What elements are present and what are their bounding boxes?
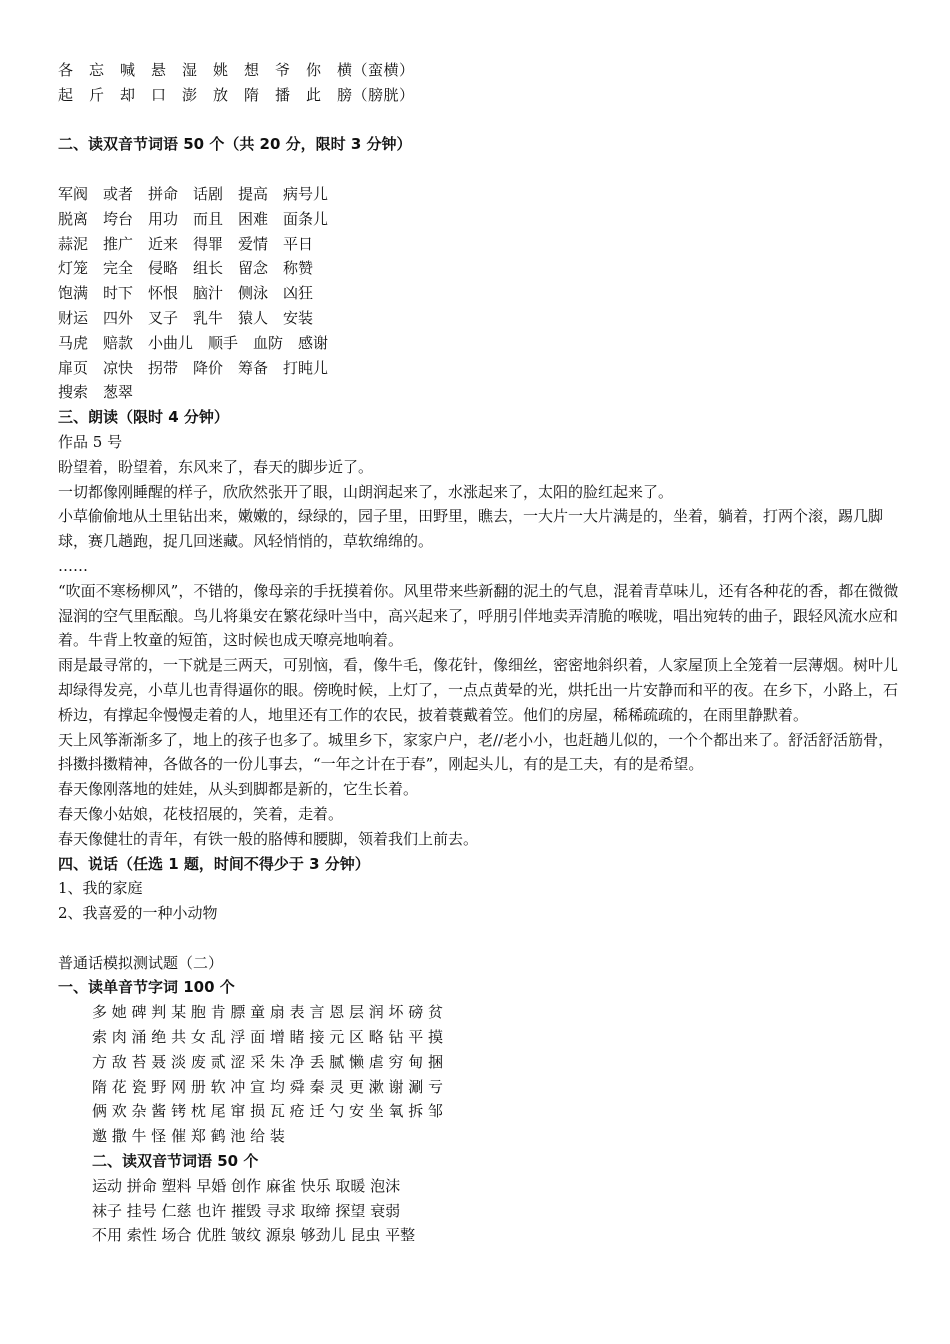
test-title: 普通话模拟测试题（二） bbox=[58, 953, 224, 972]
char-row: 起 斤 却 口 澎 放 隋 播 此 膀（膀胱） bbox=[58, 85, 415, 104]
word-row: 饱满 时下 怀恨 脑汁 侧泳 凶狂 bbox=[58, 284, 314, 303]
char-row: 各 忘 喊 悬 湿 姚 想 爷 你 横（蛮横） bbox=[58, 61, 415, 79]
char-row: 多 她 碑 判 某 胞 肯 膘 童 扇 表 言 恩 层 润 坏 磅 贫 bbox=[92, 1003, 444, 1022]
char-row: 索 肉 涌 绝 共 女 乱 浮 面 增 睹 接 元 区 略 钻 平 摸 bbox=[92, 1028, 444, 1047]
word-row: 蒜泥 推广 近来 得罪 爱情 平日 bbox=[58, 234, 314, 253]
reading-paragraph: 春天像小姑娘，花枝招展的，笑着，走着。 bbox=[58, 804, 344, 823]
reading-paragraph: “吹面不寒杨柳风”，不错的，像母亲的手抚摸着你。风里带来些新翻的泥土的气息，混着青草味儿，还有各种花的香，都在微微湿润的空气里酝酿。鸟儿将巢安在繁花绿叶当中，高兴起来了，呼朋引伴地卖弄清脆的喉咙，唱出宛转的曲子，跟轻风流水应和着。牛背上牧童的短笛，这时候也成天嘹亮地响着。 bbox=[58, 581, 899, 650]
word-row: 不用 索性 场合 优胜 皱纹 源泉 够劲儿 昆虫 平整 bbox=[92, 1226, 416, 1245]
spacer bbox=[58, 157, 908, 182]
word-row: 运动 拼命 塑料 早婚 创作 麻雀 快乐 取暖 泡沫 bbox=[92, 1176, 401, 1195]
reading-paragraph: 雨是最寻常的，一下就是三两天，可别恼，看，像牛毛，像花针，像细丝，密密地斜织着，人家屋顶上全笼着一层薄烟。树叶儿却绿得发亮，小草儿也青得逼你的眼。傍晚时候，上灯了，一点点黄晕的光，烘托出一片安静而和平的夜。在乡下，小路上，石桥边，有撑起伞慢慢走着的人，地里还有工作的农民，披着蓑戴着笠。他们的房屋，稀稀疏疏的，在雨里静默着。 bbox=[58, 656, 899, 724]
char-row: 邀 撒 牛 怪 催 郑 鹤 池 给 装 bbox=[92, 1127, 285, 1146]
char-row: 方 敌 苔 聂 淡 废 贰 涩 采 朱 净 丢 腻 懒 虐 穷 甸 捆 bbox=[92, 1052, 444, 1071]
section-heading-single-chars: 一、读单音节字词 100 个 bbox=[58, 978, 235, 997]
word-row: 军阀 或者 拼命 话剧 提高 病号儿 bbox=[58, 184, 329, 203]
reading-paragraph: 盼望着，盼望着，东风来了，春天的脚步近了。 bbox=[58, 457, 374, 476]
word-row: 马虎 赔款 小曲儿 顺手 血防 感谢 bbox=[58, 333, 329, 352]
section-heading-speaking: 四、说话（任选 1 题，时间不得少于 3 分钟） bbox=[58, 854, 370, 873]
word-row: 脱离 垮台 用功 而且 困难 面条儿 bbox=[58, 209, 329, 228]
section-heading-reading: 三、朗读（限时 4 分钟） bbox=[58, 408, 229, 427]
word-row: 扉页 凉快 拐带 降价 筹备 打盹儿 bbox=[58, 358, 329, 377]
spacer bbox=[58, 926, 908, 951]
char-row: 俩 欢 杂 酱 铐 枕 尾 窜 损 瓦 疮 迁 勺 安 坐 氧 拆 邹 bbox=[92, 1102, 444, 1121]
reading-paragraph: 春天像刚落地的娃娃，从头到脚都是新的，它生长着。 bbox=[58, 780, 419, 799]
reading-paragraph: 一切都像刚睡醒的样子，欣欣然张开了眼，山朗润起来了，水涨起来了，太阳的脸红起来了。 bbox=[58, 482, 674, 501]
reading-paragraph: 天上风筝渐渐多了，地上的孩子也多了。城里乡下，家家户户，老//老小小，也赶趟儿似的，一个个都出来了。舒活舒活筋骨，抖擞抖擞精神，各做各的一份儿事去，“一年之计在于春”，刚起头儿，有的是工夫，有的是希望。 bbox=[58, 730, 894, 774]
char-row: 隋 花 瓷 野 网 册 软 冲 宣 均 舜 秦 灵 更 漱 谢 涮 亏 bbox=[92, 1077, 444, 1096]
section-heading-words: 二、读双音节词语 50 个（共 20 分，限时 3 分钟） bbox=[58, 135, 412, 154]
speaking-topic: 2、我喜爱的一种小动物 bbox=[58, 904, 218, 923]
document-page bbox=[58, 58, 908, 1248]
word-row: 灯笼 完全 侵略 组长 留念 称赞 bbox=[58, 259, 314, 278]
word-row: 搜索 葱翠 bbox=[58, 383, 134, 402]
reading-ellipsis: …… bbox=[58, 556, 88, 575]
reading-paragraph: 春天像健壮的青年，有铁一般的胳傅和腰脚，领着我们上前去。 bbox=[58, 829, 479, 848]
word-row: 财运 四外 叉子 乳牛 猿人 安装 bbox=[58, 308, 314, 327]
work-number: 作品 5 号 bbox=[58, 432, 123, 451]
speaking-topic: 1、我的家庭 bbox=[58, 879, 143, 898]
spacer bbox=[58, 108, 908, 133]
section-heading-double-words: 二、读双音节词语 50 个 bbox=[92, 1152, 259, 1171]
reading-paragraph: 小草偷偷地从土里钻出来，嫩嫩的，绿绿的，园子里，田野里，瞧去，一大片一大片满是的，坐着，躺着，打两个滚，踢几脚球，赛几趟跑，捉几回迷藏。风轻悄悄的，草软绵绵的。 bbox=[58, 507, 884, 551]
word-row: 袜子 挂号 仁慈 也许 摧毁 寻求 取缔 探望 衰弱 bbox=[92, 1201, 401, 1220]
